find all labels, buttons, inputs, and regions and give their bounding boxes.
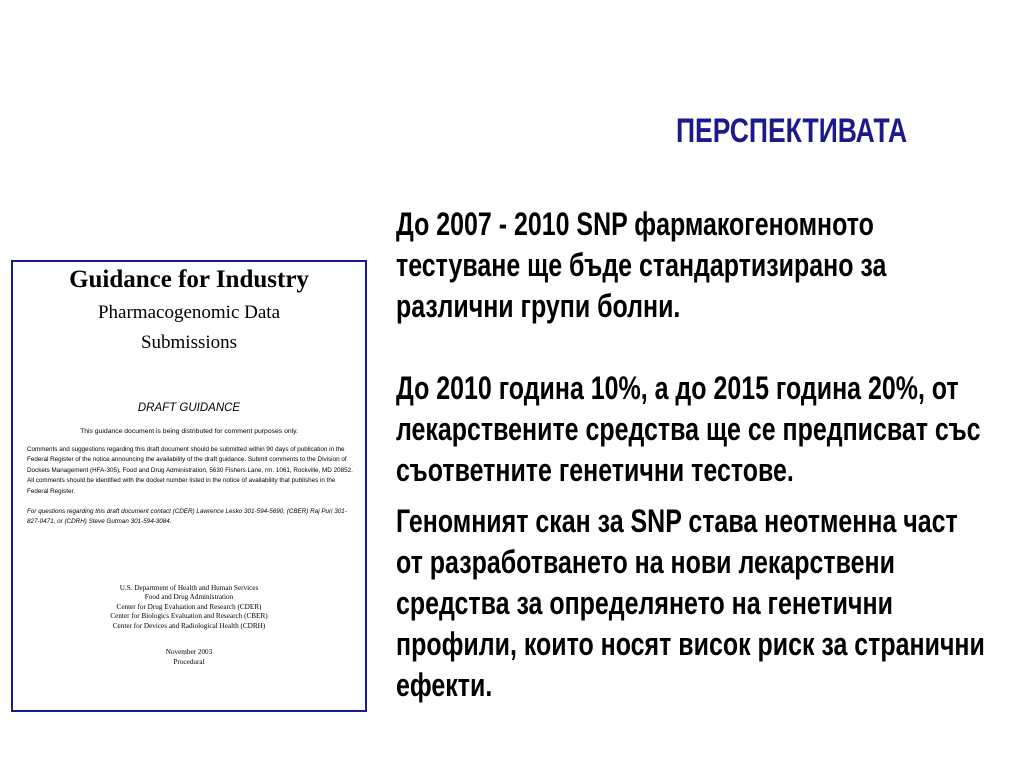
- doc-agency-line: U.S. Department of Health and Human Services: [119, 583, 259, 592]
- doc-subtitle-line2: Submissions: [140, 332, 238, 353]
- doc-date: November 2003: [165, 648, 213, 657]
- doc-subtitle-line1: Pharmacogenomic Data: [97, 302, 280, 323]
- paragraph-2007-2010: До 2007 - 2010 SNP фармакогеномното тестуване ще бъде стандартизирано за различни групи болни.: [396, 206, 887, 324]
- doc-agency-block: [13, 584, 365, 632]
- paragraph-2010-2015: До 2010 година 10%, а до 2015 година 20%, от лекарствените средства ще се предписват със съответните генетични тестове.: [396, 370, 981, 488]
- doc-agency-line: Center for Drug Evaluation and Research (CDER): [116, 602, 262, 611]
- doc-questions-paragraph: For questions regarding this draft document contact (CDER) Lawrence Lesko 301-594-5690, (CBER) Raj Puri 301-827-0471, or (CDRH) Steve Gutman 301-594-3084.: [27, 508, 347, 526]
- doc-agency-line: Center for Devices and Radiological Health (CDRH): [112, 621, 266, 630]
- paragraph-genome-scan: Геномният скан за SNP става неотменна част от разработването на нови лекарствени средства за определянето на генетични профили, които носят висок риск за странични ефекти.: [396, 503, 985, 703]
- doc-date-block: [13, 648, 365, 667]
- doc-agency-line: Food and Drug Administration: [144, 593, 234, 602]
- doc-category: Procedural: [173, 657, 205, 666]
- slide-body: [396, 204, 989, 706]
- doc-distribution-note: This guidance document is being distributed for comment purposes only.: [80, 428, 298, 435]
- doc-comments-paragraph: Comments and suggestions regarding this draft document should be submitted within 90 days of publication in the Federal Register of the notice announcing the availability of the draft guidance. Submit comments to the Division of Dockets Management (HFA-305), Food and Drug Administration, 5630 Fishers Lane, rm. 1061, Rockville, MD 20852. All comments should be identified with the docket number listed in the notice of availability that publishes in the Federal Register.: [27, 446, 353, 495]
- fda-guidance-document: [11, 260, 367, 712]
- doc-subtitle: [13, 298, 365, 358]
- doc-draft-label: DRAFT GUIDANCE: [137, 402, 241, 414]
- slide-title: ПЕРСПЕКТИВАТА: [676, 112, 908, 150]
- doc-agency-line: Center for Biologics Evaluation and Research (CBER): [110, 612, 268, 621]
- doc-title: Guidance for Industry: [69, 266, 309, 293]
